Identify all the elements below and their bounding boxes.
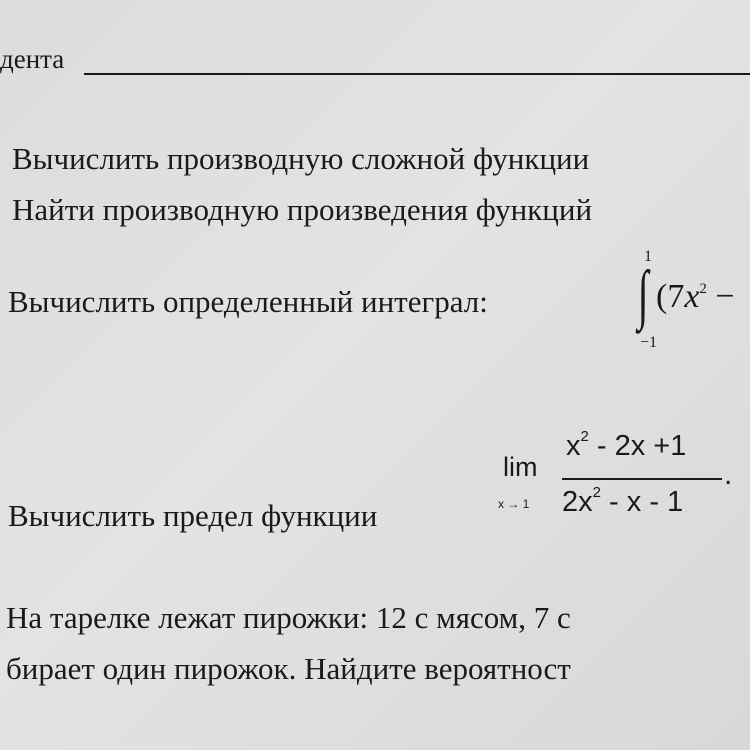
numerator-x: x [566, 430, 581, 462]
student-label: дента [0, 44, 65, 74]
integral-upper-limit: 1 [644, 248, 652, 265]
integrand-exponent: 2 [699, 281, 707, 297]
numerator-exponent: 2 [580, 428, 589, 445]
integral-lower-limit: −1 [640, 334, 658, 351]
limit-subscript: x → 1 [498, 497, 530, 511]
student-name-underline [84, 73, 750, 75]
task-5-line-1: На тарелке лежат пирожки: 12 с мясом, 7 с [6, 600, 571, 635]
numerator-rest: - 2x +1 [588, 430, 687, 462]
integrand [656, 278, 735, 316]
task-4-label: Вычислить предел функции [8, 498, 378, 533]
integrand-open: (7 [656, 278, 685, 315]
fraction-bar [562, 478, 722, 480]
limit-numerator [566, 430, 686, 463]
integrand-continuation: − [706, 278, 735, 315]
limit-denominator [562, 486, 683, 519]
denominator-exponent: 2 [592, 484, 601, 501]
task-5-line-2: бирает один пирожок. Найдите вероятност [6, 651, 571, 686]
integral-sign-icon: ∫ [637, 258, 649, 331]
denominator-rest: - x - 1 [600, 486, 684, 518]
limit-word: lim [503, 452, 538, 482]
task-1: Вычислить производную сложной функции [12, 141, 590, 176]
task-2: Найти производную произведения функций [12, 192, 593, 227]
task-3-label: Вычислить определенный интеграл: [8, 284, 488, 319]
integrand-variable: x [684, 278, 700, 315]
denominator-2x: 2x [562, 486, 593, 518]
limit-period: . [724, 458, 733, 491]
